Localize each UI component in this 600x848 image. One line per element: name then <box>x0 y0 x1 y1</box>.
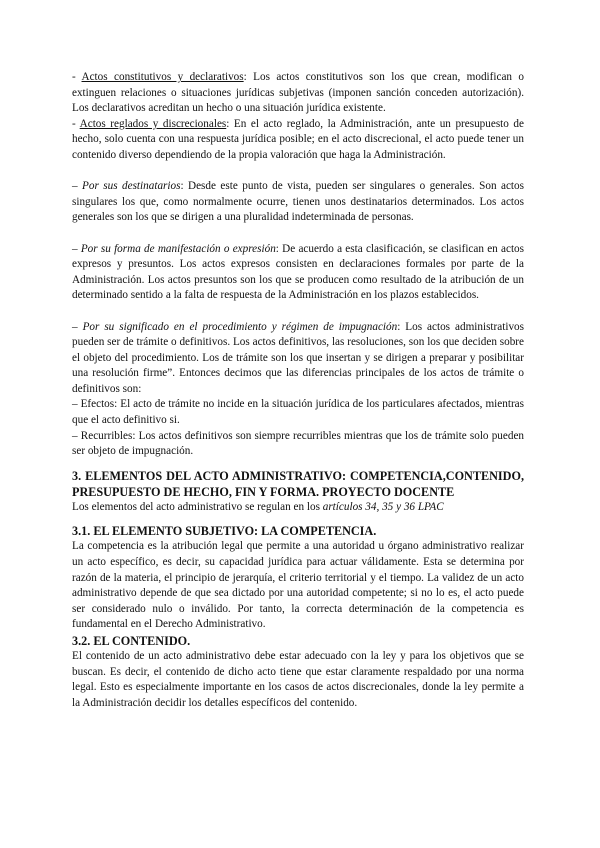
document-page <box>72 70 524 711</box>
list-dash: - <box>72 71 82 83</box>
paragraph-forma-manifestacion <box>72 242 524 304</box>
lead-forma: – Por su forma de manifestación o expresión <box>72 242 276 255</box>
paragraph-contenido: El contenido de un acto administrativo debe estar adecuado con la ley y para los objetivos que se buscan. Es decir, el contenido de dicho acto tiene que estar claramente respaldado por una norma legal. Esto es especialmente importante en los casos de actos discrecionales, donde la ley permite a la Administración decidir los detalles específicos del contenido. <box>72 650 524 709</box>
lead-significado: – Por su significado en el procedimiento y régimen de impugnación <box>72 320 398 333</box>
text-elementos: Los elementos del acto administrativo se regulan en los <box>72 500 323 513</box>
term-constitutivos: Actos constitutivos y declarativos <box>81 71 244 83</box>
section-heading-3: 3. ELEMENTOS DEL ACTO ADMINISTRATIVO: COMPETENCIA,CONTENIDO, PRESUPUESTO DE HECHO, FIN Y FORMA. PROYECTO DOCENTE <box>72 468 524 499</box>
paragraph-reglados <box>72 117 524 164</box>
lead-destinatarios: – Por sus destinatarios <box>72 180 181 193</box>
paragraph-destinatarios <box>72 179 524 226</box>
text-destinatarios: : Desde este punto de vista, pueden ser singulares o generales. Son actos singulares los que, como normalmente ocurre, tienen unos destinatarios determinados. Los actos generales son los que se dirigen a una pluralidad indeterminada de personas. <box>72 180 524 224</box>
paragraph-elementos <box>72 500 524 516</box>
text-significado: : Los actos administrativos pueden ser de trámite o definitivos. Los actos definitivos, las resoluciones, son los que deciden sobre el objeto del procedimiento. Los de trámite son los que insertan y se dirigen a preparar y posibilitar una resolución firme”. Entonces decimos que las diferencias principales de los actos de trámite o definitivos son: <box>72 320 524 395</box>
paragraph-recurribles: – Recurribles: Los actos definitivos son siempre recurribles mientras que los de trámite solo pueden ser objeto de impugnación. <box>72 429 524 458</box>
articles-reference: artículos 34, 35 y 36 LPAC <box>322 500 444 513</box>
text-reglados: : En el acto reglado, la Administración, ante un presupuesto de hecho, solo cuenta con una respuesta jurídica posible; en el acto discrecional, el acto puede tener un contenido diverso dependiendo de la propia valoración que haga la Administración. <box>72 117 524 161</box>
paragraph-competencia: La competencia es la atribución legal que permite a una autoridad u órgano administrativo realizar un acto específico, es decir, su capacidad jurídica para actuar válidamente. Esta se determina por razón de la materia, el principio de jerarquía, el criterio territorial y el tiempo. La validez de un acto administrativo depende de que sea dictado por una autoridad competente; si no lo es, el acto puede ser considerado nulo o inválido. Por tanto, la correcta determinación de la competencia es fundamental en el Derecho Administrativo. <box>72 540 524 631</box>
text-forma: : De acuerdo a esta clasificación, se clasifican en actos expresos y presuntos. Los actos expresos consisten en declaraciones formales por parte de la Administración. Los actos presuntos son los que se producen como resultado de la atribución de un determinado sentido a la falta de respuesta de la Administración en los plazos establecidos. <box>72 242 524 302</box>
section-heading-3-1: 3.1. EL ELEMENTO SUBJETIVO: LA COMPETENCIA. <box>72 524 377 539</box>
term-reglados: Actos reglados y discrecionales <box>79 117 227 130</box>
text-constitutivos: : Los actos constitutivos son los que crean, modifican o extinguen relaciones o situaciones jurídicas subjetivas (imponen sanción conceden autorización). Los declarativos acreditan un hecho o una situación jurídica existente. <box>72 71 524 115</box>
list-dash: - <box>72 117 80 130</box>
paragraph-significado <box>72 320 524 398</box>
paragraph-efectos: – Efectos: El acto de trámite no incide en la situación jurídica de los particulares afectados, mientras que el acto definitivo si. <box>72 398 524 427</box>
paragraph-constitutivos <box>72 70 524 117</box>
section-heading-3-2: 3.2. EL CONTENIDO. <box>72 634 191 648</box>
